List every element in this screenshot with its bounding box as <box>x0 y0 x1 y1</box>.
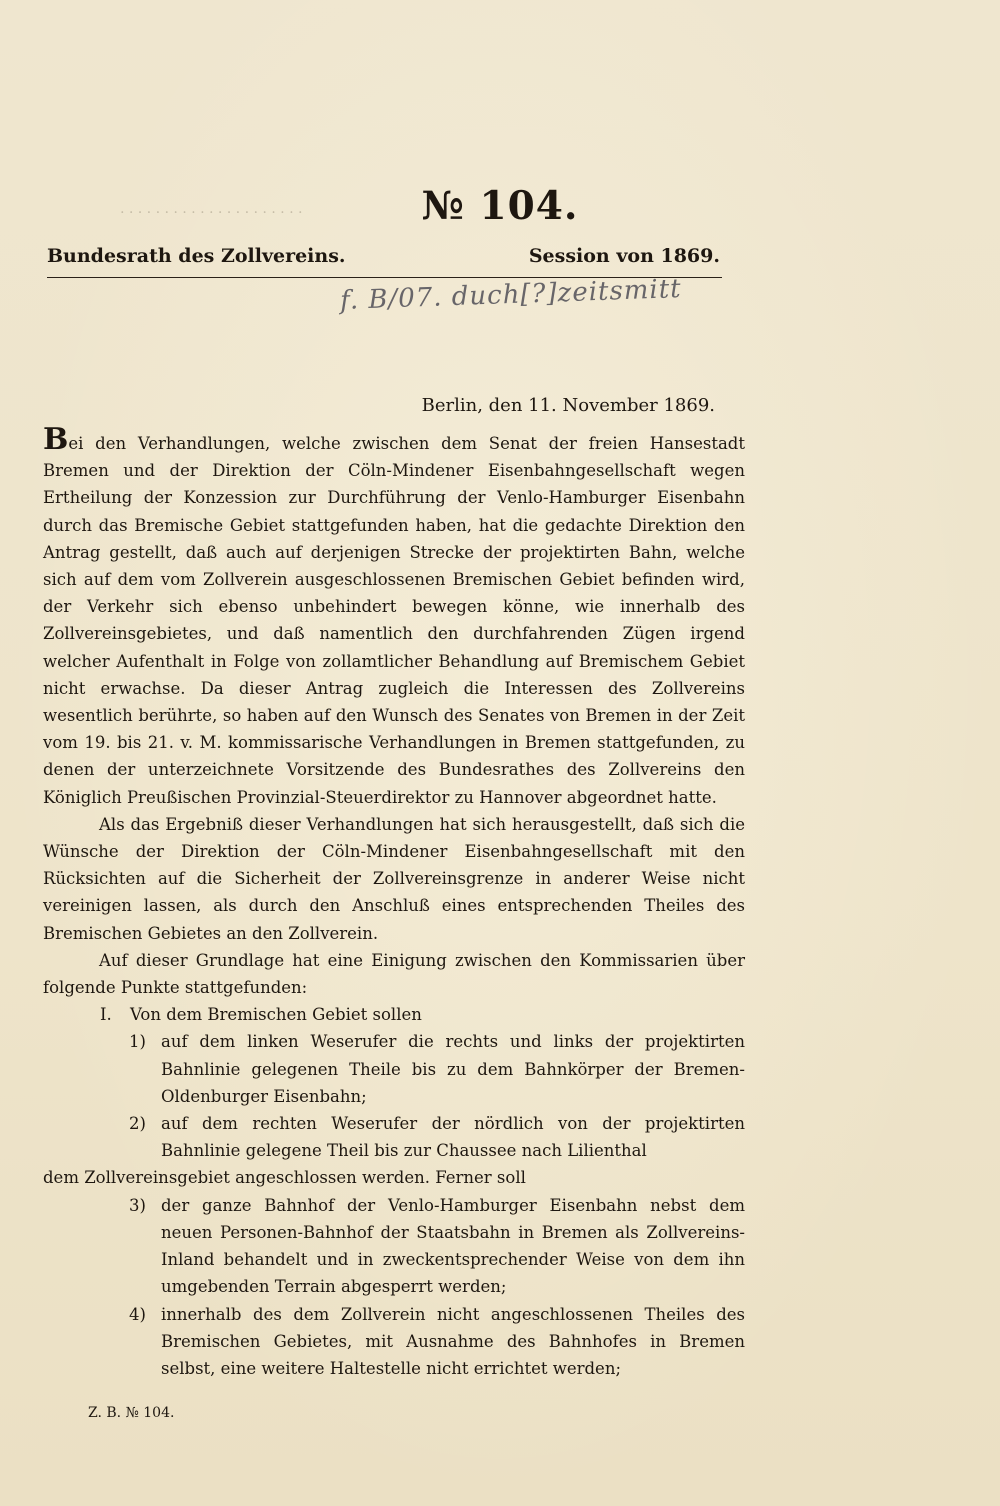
paragraph-1 <box>43 422 745 811</box>
paragraph-1-text: ei den Verhandlungen, welche zwischen dem Senat der freien Hansestadt Bremen und der Direktion der Cöln-Mindener Eisenbahngesellschaft wegen Ertheilung der Konzession zur Durchführung der Venlo-Hamburger Eisenbahn durch das Bremische Gebiet stattgefunden haben, hat die gedachte Direktion den Antrag gestellt, daß auch auf derjenigen Strecke der projektirten Bahn, welche sich auf dem vom Zollverein ausgeschlossenen Bremischen Gebiet befinden wird, der Verkehr sich ebenso unbehindert bewegen könne, wie innerhalb des Zollvereinsgebietes, und daß namentlich den durchfahrenden Zügen irgend welcher Aufenthalt in Folge von zollamtlicher Behandlung auf Bremischem Gebiet nicht erwachse. Da dieser Antrag zugleich die Interessen des Zollvereins wesentlich berührte, so haben auf den Wunsch des Senates von Bremen in der Zeit vom 19. bis 21. v. M. kommissarische Verhandlungen in Bremen stattgefunden, zu denen der unterzeichnete Vorsitzende des Bundesrathes des Zollvereins den Königlich Preußischen Provinzial-Steuerdirektor zu Hannover abgeordnet hatte. <box>43 434 745 807</box>
list-item-number: 4) <box>129 1304 146 1324</box>
section-I <box>43 1001 745 1028</box>
list-item <box>43 1192 745 1301</box>
footer-signature: Z. B. № 104. <box>88 1405 175 1421</box>
body-text <box>43 422 745 1382</box>
list-item-text: der ganze Bahnhof der Venlo-Hamburger Eisenbahn nebst dem neuen Personen-Bahnhof der Staatsbahn in Bremen als Zollvereins-Inland behandelt und in zweckentsprechender Weise von dem ihn umgebenden Terrain abgesperrt werden; <box>161 1195 745 1297</box>
dateline: Berlin, den 11. November 1869. <box>421 395 715 416</box>
handwritten-annotation: f. B/07. duch[?]zeitsmitt <box>339 274 683 316</box>
continuation-line: dem Zollvereinsgebiet angeschlossen werden. Ferner soll <box>43 1168 526 1188</box>
document-number: № 104. <box>421 183 579 229</box>
list-item <box>43 1110 745 1164</box>
header-issuer: Bundesrath des Zollvereins. <box>47 245 346 267</box>
list-item-number: 3) <box>129 1195 146 1215</box>
list-item-text: auf dem linken Weserufer die rechts und links der projektirten Bahnlinie gelegenen Theile bis zu dem Bahnkörper der Bremen-Oldenburger Eisenbahn; <box>161 1032 745 1106</box>
section-I-text: Von dem Bremischen Gebiet sollen <box>130 1005 422 1025</box>
list-item-number: 2) <box>129 1114 146 1134</box>
paragraph-2: Als das Ergebniß dieser Verhandlungen hat sich herausgestellt, daß sich die Wünsche der Direktion der Cöln-Mindener Eisenbahngesellschaft mit den Rücksichten auf die Sicherheit der Zollvereinsgrenze in anderer Weise nicht vereinigen lassen, als durch den Anschluß eines entsprechenden Theiles des Bremischen Gebietes an den Zollverein. <box>43 814 745 943</box>
list-item-number: 1) <box>129 1032 146 1052</box>
paragraph-3: Auf dieser Grundlage hat eine Einigung zwischen den Kommissarien über folgende Punkte stattgefunden: <box>43 950 745 998</box>
bleed-through-text: · · · · · · · · · · · · · · · · · · · · · <box>120 205 303 221</box>
section-I-number: I. <box>100 1005 112 1025</box>
header-session: Session von 1869. <box>528 245 720 267</box>
list-item <box>43 1028 745 1110</box>
list-item-text: auf dem rechten Weserufer der nördlich von der projektirten Bahnlinie gelegene Theil bis zur Chaussee nach Lilienthal <box>161 1114 745 1161</box>
list-item-text: innerhalb des dem Zollverein nicht angeschlossenen Theiles des Bremischen Gebietes, mit Ausnahme des Bahnhofes in Bremen selbst, eine weitere Haltestelle nicht errichtet werden; <box>161 1304 745 1378</box>
drop-cap: B <box>43 422 69 457</box>
list-item <box>43 1301 745 1383</box>
